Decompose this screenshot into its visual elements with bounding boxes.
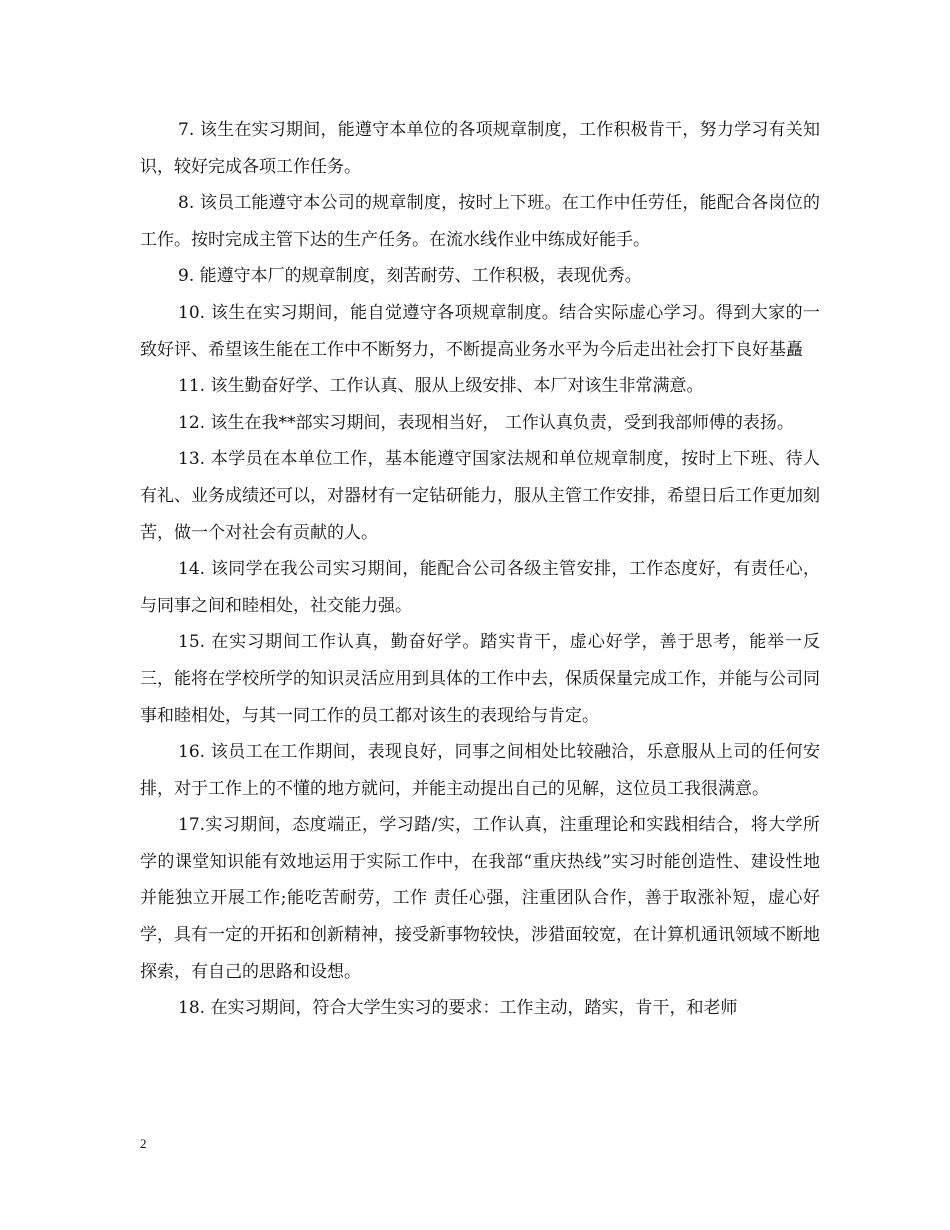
- paragraph-18: 18. 在实习期间，符合大学生实习的要求：工作主动，踏实，肯干，和老师: [178, 998, 738, 1019]
- paragraph-14: 14. 该同学在我公司实习期间，能配合公司各级主管安排，工作态度好，有责任心，与同事之间和睦相处，社交能力强。: [140, 559, 820, 616]
- paragraph-15: 15. 在实习期间工作认真，勤奋好学。踏实肯干，虚心好学，善于思考，能举一反三，能将在学校所学的知识灵活应用到具体的工作中去，保质保量完成工作，并能与公司同事和睦相处，与其一同工作的员工都对该生的表现给与肯定。: [140, 632, 820, 726]
- paragraph-13: 13. 本学员在本单位工作，基本能遵守国家法规和单位规章制度，按时上下班、待人有礼、业务成绩还可以，对器材有一定钻研能力，服从主管工作安排，希望日后工作更加刻苦，做一个对社会有贡献的人。: [140, 449, 820, 543]
- paragraph-8: 8. 该员工能遵守本公司的规章制度，按时上下班。在工作中任劳任，能配合各岗位的工作。按时完成主管下达的生产任务。在流水线作业中练成好能手。: [140, 193, 820, 250]
- paragraph-7: 7. 该生在实习期间，能遵守本单位的各项规章制度，工作积极肯干，努力学习有关知识，较好完成各项工作任务。: [140, 120, 820, 177]
- paragraph-11: 11. 该生勤奋好学、工作认真、服从上级安排、本厂对该生非常满意。: [178, 376, 704, 397]
- paragraph-16: 16. 该员工在工作期间，表现良好，同事之间相处比较融洽，乐意服从上司的任何安排，对于工作上的不懂的地方就问，并能主动提出自己的见解，这位员工我很满意。: [140, 742, 820, 799]
- page-number: 2: [140, 1136, 147, 1151]
- paragraph-17: 17.实习期间，态度端正，学习踏/实，工作认真，注重理论和实践相结合，将大学所学的课堂知识能有效地运用于实际工作中，在我部“重庆热线”实习时能创造性、建设性地并能独立开展工作;能吃苦耐劳，工作 责任心强，注重团队合作，善于取涨补短，虚心好学，具有一定的开拓和创新精神，接受新事物较快，涉猎面较宽，在计算机通讯领域不断地探索，有自己的思路和设想。: [140, 815, 820, 982]
- paragraph-9: 9. 能遵守本厂的规章制度，刻苦耐劳、工作积极，表现优秀。: [178, 266, 642, 287]
- document-body: [140, 112, 820, 1027]
- paragraph-10: 10. 该生在实习期间，能自觉遵守各项规章制度。结合实际虚心学习。得到大家的一致好评、希望该生能在工作中不断努力，不断提高业务水平为今后走出社会打下良好基矗: [140, 302, 820, 360]
- paragraph-12: 12. 该生在我**部实习期间，表现相当好， 工作认真负责，受到我部师傅的表扬。: [178, 412, 794, 433]
